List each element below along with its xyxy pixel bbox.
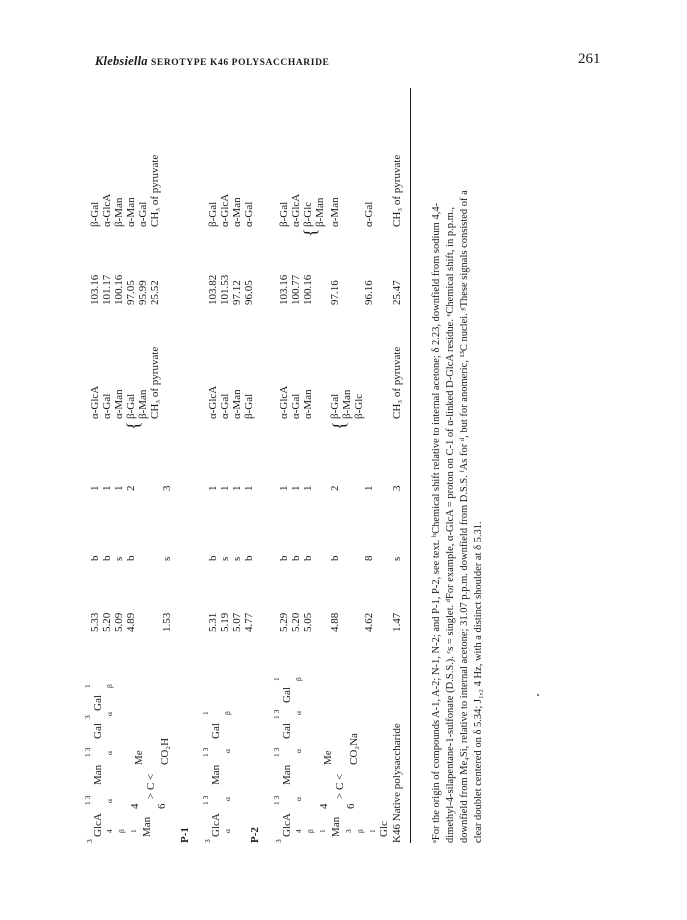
shift-cell: 4.77: [243, 612, 255, 632]
shift-cell: 5.33: [89, 612, 101, 632]
struct-text: α: [105, 799, 114, 803]
struct-text: α: [294, 749, 303, 753]
footnote-line: downfield from Me₄Si, relative to internal acetone; 31.07 p.p.m. downfield from D.S.S. ᶠAs for ᵈ, but for anomeric, ¹³C nuclei. ᵍThese signals consisted of a: [459, 190, 470, 843]
assign-cell: β-Gal: [329, 393, 341, 419]
struct-text: Gal: [92, 723, 104, 739]
mult-cell: b: [329, 555, 341, 561]
struct-text: 1 3: [83, 795, 92, 805]
mult-cell: s: [161, 556, 173, 561]
struct-text: 1: [368, 829, 377, 833]
brace-glyph: {: [300, 228, 320, 237]
struct-text: α: [105, 712, 114, 716]
shift-cell: 4.88: [329, 612, 341, 632]
assign-cell: β-Man: [341, 389, 353, 419]
mult-cell: b: [302, 555, 314, 561]
assign-cell: α-GlcA: [207, 385, 219, 419]
assign-cell: α-Gal: [290, 393, 302, 419]
running-title-italic: Klebsiella: [95, 54, 148, 68]
struct-text: Man: [210, 764, 222, 785]
struct-text: Man: [281, 764, 293, 785]
count-cell: 1: [278, 485, 290, 491]
struct-text: 1 3: [201, 795, 210, 805]
table-footnotes: [430, 93, 486, 843]
struct-text: Me: [322, 750, 334, 765]
struct-text: 4: [318, 803, 330, 809]
mult-cell: b: [278, 555, 290, 561]
shift-cell: 5.31: [207, 612, 219, 632]
struct-text: 1 3: [201, 747, 210, 757]
assign-cell: α-Man: [113, 389, 125, 419]
struct-text: β: [294, 677, 303, 681]
c13-assign-cell: α-GlcA: [219, 193, 231, 227]
c13-assign-cell: β-Gal: [207, 201, 219, 227]
shift-cell: 5.20: [101, 612, 113, 632]
struct-text: α: [223, 749, 232, 753]
shift-cell: 5.09: [113, 612, 125, 632]
mult-cell: b: [125, 555, 137, 561]
assign-cell: β-Man: [137, 389, 149, 419]
struct-text: 6: [345, 803, 357, 809]
count-cell: 1: [290, 485, 302, 491]
c13-assign-cell: β-Man: [113, 197, 125, 227]
c13-cell: 101.17: [101, 274, 113, 305]
struct-text: α: [223, 797, 232, 801]
running-title-rest: SEROTYPE K46 POLYSACCHARIDE: [151, 58, 330, 68]
struct-text: 3: [83, 715, 92, 719]
struct-text: 3: [274, 839, 283, 843]
struct-text: 1 3: [83, 747, 92, 757]
struct-text: Gal: [281, 687, 293, 703]
c13-assign-cell: α-Man: [125, 197, 137, 227]
c13-cell: 25.52: [149, 280, 161, 305]
assign-cell: CH₃ of pyruvate: [391, 346, 403, 419]
footnote-line: dimethyl-4-silapentane-1-sulfonate (D.S.S.). ᶜs = singlet. ᵈFor example, α-GlcA = proton on C-1 of α-linked D-GlcA residue. ᵉChemical shift, in p.p.m.,: [445, 206, 456, 843]
struct-text: 4: [129, 803, 141, 809]
struct-text: 1: [129, 829, 138, 833]
struct-text: 4: [105, 829, 114, 833]
c13-assign-cell: CH₃ of pyruvate: [149, 154, 161, 227]
c13-cell: 103.16: [89, 274, 101, 305]
c13-assign-cell: β-Gal: [278, 201, 290, 227]
footnote-line: ᵃFor the origin of compounds A-1, A-2; N-1, N-2; and P-1, P-2, see text. ᵇChemical shift relative to internal acetone; δ 2.23, downfield from sodium 4,4-: [431, 202, 442, 843]
page-number: 261: [578, 51, 601, 67]
c13-assign-cell: α-Man: [329, 197, 341, 227]
shift-cell: 5.20: [290, 612, 302, 632]
count-cell: 2: [329, 485, 341, 491]
c13-cell: 103.82: [207, 274, 219, 305]
c13-cell: 101.53: [219, 274, 231, 305]
c13-assign-cell: β-Gal: [89, 201, 101, 227]
count-cell: 1: [219, 485, 231, 491]
count-cell: 1: [302, 485, 314, 491]
c13-cell: 100.16: [113, 274, 125, 305]
c13-cell: 103.16: [278, 274, 290, 305]
assign-cell: α-GlcA: [89, 385, 101, 419]
shift-cell: 5.07: [231, 612, 243, 632]
rotated-table: [82, 88, 484, 843]
struct-text: Man: [92, 764, 104, 785]
c13-cell: 96.05: [243, 280, 255, 305]
assign-cell: α-Man: [231, 389, 243, 419]
count-cell: 1: [113, 485, 125, 491]
struct-text: 4: [294, 829, 303, 833]
c13-cell: 97.12: [231, 280, 243, 305]
struct-text: 3: [203, 839, 212, 843]
assign-cell: β-Gal: [243, 393, 255, 419]
assign-cell: β-Gal: [125, 393, 137, 419]
mult-cell: b: [243, 555, 255, 561]
c13-assign-cell: CH₃ of pyruvate: [391, 154, 403, 227]
label-p2: P-2: [249, 827, 261, 843]
mult-cell: b: [290, 555, 302, 561]
c13-assign-cell: α-Gal: [243, 201, 255, 227]
table-bottom-rule: [410, 88, 411, 843]
shift-cell: 5.29: [278, 612, 290, 632]
struct-text: α: [294, 711, 303, 715]
struct-text: 1 3: [272, 709, 281, 719]
c13-assign-cell: α-Man: [231, 197, 243, 227]
brace-glyph: {: [123, 421, 143, 430]
struct-text: GlcA: [210, 813, 222, 837]
count-cell: 3: [161, 485, 173, 491]
struct-text: β: [223, 711, 232, 715]
mult-cell: b: [89, 555, 101, 561]
c13-assign-cell: α-GlcA: [290, 193, 302, 227]
shift-cell: 1.47: [391, 612, 403, 632]
c13-assign-cell: α-Gal: [363, 201, 375, 227]
struct-text: 6: [156, 803, 168, 809]
struct-text: 1 3: [272, 795, 281, 805]
running-title: [95, 54, 329, 69]
struct-text: > C <: [145, 773, 157, 799]
struct-text: 3: [344, 829, 353, 833]
struct-text: 1: [318, 829, 327, 833]
assign-cell: α-Gal: [219, 393, 231, 419]
mult-cell: 8: [363, 555, 375, 561]
shift-cell: 1.53: [161, 612, 173, 632]
count-cell: 1: [207, 485, 219, 491]
struct-text: β: [356, 829, 365, 833]
struct-text: α: [223, 829, 232, 833]
assign-cell: α-Gal: [101, 393, 113, 419]
struct-text: β: [117, 829, 126, 833]
count-cell: 1: [101, 485, 113, 491]
count-cell: 1: [89, 485, 101, 491]
struct-text: GlcA: [281, 813, 293, 837]
struct-text: > C <: [334, 773, 346, 799]
mult-cell: b: [101, 555, 113, 561]
mult-cell: s: [391, 556, 403, 561]
struct-text: Gal: [92, 695, 104, 711]
c13-cell: 97.16: [329, 280, 341, 305]
assign-cell: α-GlcA: [278, 385, 290, 419]
c13-cell: 100.77: [290, 274, 302, 305]
assign-cell: CH₃ of pyruvate: [149, 346, 161, 419]
struct-text: 1 3: [272, 747, 281, 757]
struct-text: Gal: [281, 723, 293, 739]
mult-cell: b: [207, 555, 219, 561]
assign-cell: α-Man: [302, 389, 314, 419]
count-cell: 1: [243, 485, 255, 491]
assign-cell: β-Glc: [353, 393, 365, 419]
shift-cell: 5.05: [302, 612, 314, 632]
shift-cell: 4.89: [125, 612, 137, 632]
struct-text: α: [105, 751, 114, 755]
mult-cell: s: [231, 556, 243, 561]
count-cell: 1: [363, 485, 375, 491]
count-cell: 3: [391, 485, 403, 491]
label-p1: P-1: [179, 827, 191, 843]
c13-cell: 25.47: [391, 280, 403, 305]
struct-text: Gal: [210, 723, 222, 739]
struct-text: Man: [141, 816, 153, 837]
c13-assign-cell: α-Gal: [137, 201, 149, 227]
struct-text: α: [294, 797, 303, 801]
c13-assign-cell: β-Man: [314, 197, 326, 227]
c13-cell: 100.16: [302, 274, 314, 305]
struct-text: Glc: [378, 821, 390, 837]
struct-text: 3: [85, 839, 94, 843]
c13-cell: 97.05: [125, 280, 137, 305]
c13-cell: 95.99: [137, 280, 149, 305]
speck: [537, 694, 539, 696]
struct-text: 1: [201, 711, 210, 715]
mult-cell: s: [219, 556, 231, 561]
mult-cell: s: [113, 556, 125, 561]
c13-assign-cell: β-Glc: [302, 201, 314, 227]
c13-cell: 96.16: [363, 280, 375, 305]
count-cell: 2: [125, 485, 137, 491]
footnote-line: clear doublet centered on δ 5.34; J₁,₂ 4 Hz, with a distinct shoulder at δ 5.31.: [473, 521, 484, 843]
struct-text: CO₂Na: [348, 733, 360, 765]
shift-cell: 5.19: [219, 612, 231, 632]
struct-text: β: [105, 684, 114, 688]
struct-text: 1: [83, 684, 92, 688]
struct-text: β: [306, 829, 315, 833]
count-cell: 1: [231, 485, 243, 491]
struct-text: GlcA: [92, 813, 104, 837]
struct-text: 1: [272, 677, 281, 681]
brace-glyph: {: [329, 421, 349, 430]
label-native: K46 Native polysaccharide: [391, 723, 403, 843]
shift-cell: 4.62: [363, 612, 375, 632]
struct-text: Me: [133, 750, 145, 765]
struct-text: CO₂H: [159, 737, 171, 765]
c13-assign-cell: α-GlcA: [101, 193, 113, 227]
struct-text: Man: [330, 816, 342, 837]
running-header: [0, 0, 687, 80]
